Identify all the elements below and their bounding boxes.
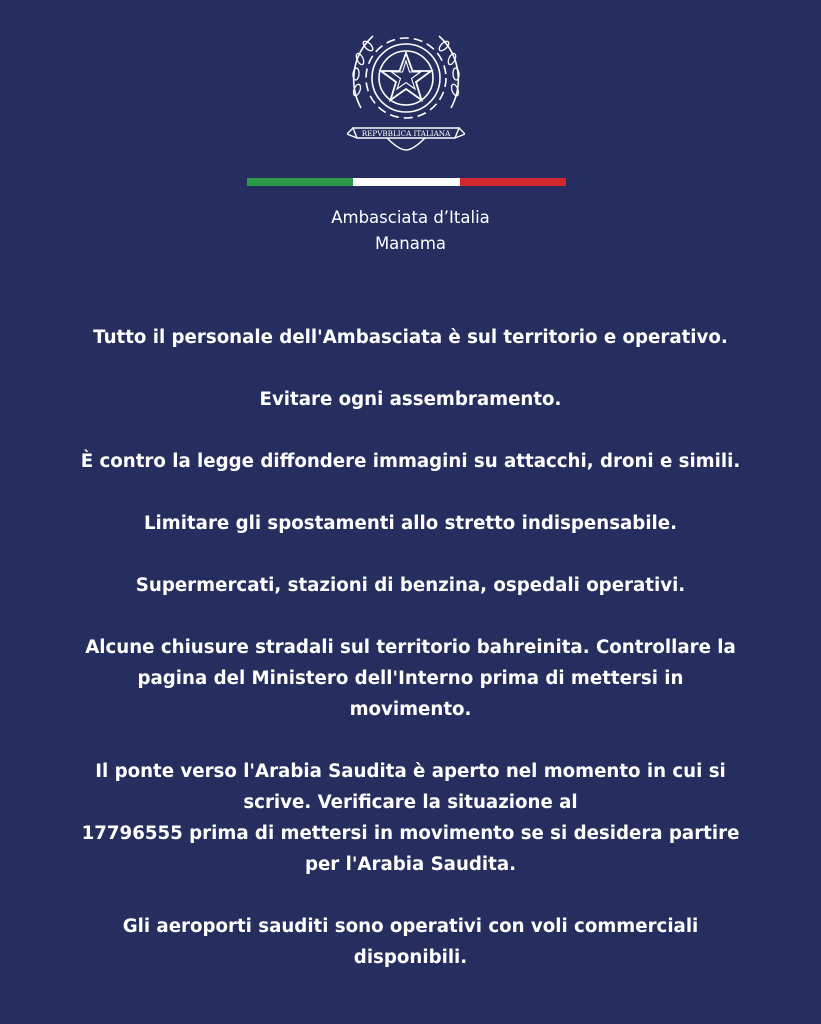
flag-white-band — [353, 178, 459, 186]
notice-saudi-airports: Gli aeroporti sauditi sono operativi con voli commerciali disponibili. — [122, 916, 699, 968]
flag-red-band — [460, 178, 566, 186]
notice-limit-travel: Limitare gli spostamenti allo stretto indispensabile. — [143, 513, 678, 534]
notice-road-closures: Alcune chiusure stradali sul territorio bahreinita. Controllare la pagina del Ministero dell'Interno prima di mettersi in movimento. — [85, 637, 736, 720]
notice-list — [0, 322, 821, 1004]
notice-services-operational: Supermercati, stazioni di benzina, ospedali operativi. — [135, 575, 686, 596]
notice-saudi-bridge: Il ponte verso l'Arabia Saudita è aperto nel momento in cui si scrive. Verificare la situazione al 17796555 prima di mettersi in movimento se si desidera partire per l'Arabia Saudita. — [81, 761, 740, 875]
italian-flag-stripe — [247, 178, 566, 186]
notice-avoid-gatherings: Evitare ogni assembramento. — [259, 389, 562, 410]
notice-images-illegal: È contro la legge diffondere immagini su attacchi, droni e simili. — [80, 451, 741, 472]
flag-green-band — [247, 178, 353, 186]
embassy-city: Manama — [374, 234, 447, 253]
notice-staff-operational: Tutto il personale dell'Ambasciata è sul territorio e operativo. — [93, 327, 728, 348]
svg-text:REPVBBLICA ITALIANA: REPVBBLICA ITALIANA — [361, 129, 451, 138]
embassy-title: Ambasciata d’Italia — [331, 208, 490, 227]
republic-emblem-icon — [347, 20, 465, 156]
